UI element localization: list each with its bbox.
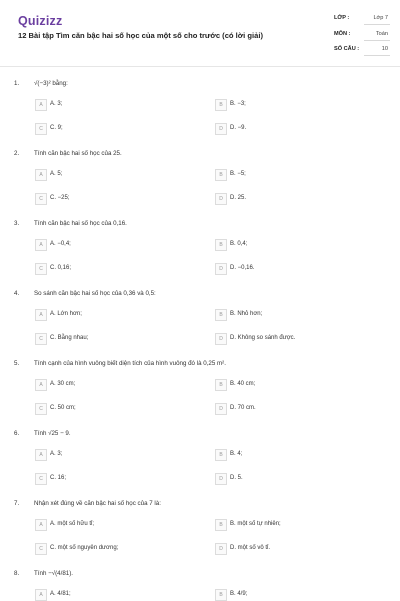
meta-value: Toán [375,31,388,37]
option-letter-box[interactable]: A [35,309,47,321]
option-letter-box[interactable]: B [215,379,227,391]
option-letter-box[interactable]: D [215,263,227,275]
meta-underline [364,24,390,25]
option-text: A. 4/81; [50,591,71,597]
option-text: B. −3; [230,101,246,107]
question-number: 6. [14,430,20,437]
option-letter-box[interactable]: B [215,239,227,251]
option-letter-box[interactable]: A [35,449,47,461]
option-text: B. một số tự nhiên; [230,521,281,527]
meta-underline [364,55,390,56]
option-text: C. một số nguyên dương; [50,545,119,551]
document-title: 12 Bài tập Tìm căn bậc hai số học của một số cho trước (có lời giải) [18,31,264,40]
question-number: 4. [14,290,20,297]
question-text: Tính căn bậc hai số học của 25. [34,150,122,157]
option-text: A. Lớn hơn; [50,311,82,317]
answer-option-b[interactable] [215,379,375,391]
option-text: C. Bằng nhau; [50,335,89,341]
option-text: C. 9; [50,125,63,131]
meta-key: LỚP : [334,15,350,21]
meta-count [334,46,390,60]
answer-option-a[interactable] [35,169,195,181]
option-letter-box[interactable]: A [35,99,47,111]
answer-option-d[interactable] [215,263,375,275]
question-text: So sánh căn bậc hai số học của 0,36 và 0,5: [34,290,156,297]
meta-underline [364,40,390,41]
option-letter-box[interactable]: A [35,379,47,391]
option-text: A. 3; [50,451,63,457]
option-letter-box[interactable]: D [215,473,227,485]
answer-option-a[interactable] [35,99,195,111]
answer-option-c[interactable] [35,193,195,205]
question-text: Tính căn bậc hai số học của 0,16. [34,220,127,227]
option-letter-box[interactable]: D [215,333,227,345]
answer-option-b[interactable] [215,99,375,111]
option-text: B. −5; [230,171,246,177]
option-text: C. 16; [50,475,67,481]
option-letter-box[interactable]: D [215,123,227,135]
answer-option-c[interactable] [35,263,195,275]
option-letter-box[interactable]: D [215,193,227,205]
option-letter-box[interactable]: A [35,589,47,601]
option-text: C. 0,16; [50,265,72,271]
answer-option-c[interactable] [35,333,195,345]
option-text: B. 40 cm; [230,381,256,387]
answer-option-d[interactable] [215,123,375,135]
meta-grade [334,15,390,29]
question-number: 1. [14,80,20,87]
question-text: √(−3)² bằng: [34,80,68,87]
quizizz-logo: Quizizz [18,14,63,28]
option-text: D. Không so sánh được. [230,335,296,341]
answer-option-b[interactable] [215,449,375,461]
answer-option-a[interactable] [35,379,195,391]
option-text: D. −0,16. [230,265,255,271]
option-text: A. 30 cm; [50,381,76,387]
option-text: B. 0,4; [230,241,248,247]
answer-option-c[interactable] [35,543,195,555]
option-text: A. 3; [50,101,63,107]
question-number: 8. [14,570,20,577]
answer-option-d[interactable] [215,403,375,415]
option-text: D. 25. [230,195,247,201]
answer-option-b[interactable] [215,589,375,601]
option-letter-box[interactable]: D [215,543,227,555]
option-letter-box[interactable]: C [35,543,47,555]
meta-key: SỐ CÂU : [334,46,360,52]
option-text: A. một số hữu tỉ; [50,521,95,527]
question-text: Tính √25 − 9. [34,430,71,437]
option-text: C. 50 cm; [50,405,76,411]
option-text: B. 4; [230,451,243,457]
option-letter-box[interactable]: B [215,99,227,111]
meta-key: MÔN : [334,31,351,37]
question-number: 5. [14,360,20,367]
option-text: D. 5. [230,475,243,481]
answer-option-b[interactable] [215,169,375,181]
answer-option-d[interactable] [215,473,375,485]
answer-option-d[interactable] [215,193,375,205]
answer-option-b[interactable] [215,309,375,321]
meta-subject [334,31,390,45]
answer-option-c[interactable] [35,123,195,135]
option-text: D. −9. [230,125,247,131]
answer-option-a[interactable] [35,519,195,531]
question-text: Nhận xét đúng về căn bậc hai số học của 7 là: [34,500,161,507]
option-letter-box[interactable]: B [215,519,227,531]
option-letter-box[interactable]: C [35,123,47,135]
option-letter-box[interactable]: C [35,333,47,345]
option-letter-box[interactable]: D [215,403,227,415]
option-letter-box[interactable]: C [35,473,47,485]
page-header [0,0,400,66]
option-text: B. Nhỏ hơn; [230,311,263,317]
option-letter-box[interactable]: B [215,309,227,321]
answer-option-c[interactable] [35,473,195,485]
option-letter-box[interactable]: A [35,169,47,181]
answer-option-d[interactable] [215,333,375,345]
answer-option-c[interactable] [35,403,195,415]
option-letter-box[interactable]: B [215,169,227,181]
answer-option-b[interactable] [215,519,375,531]
option-text: D. 70 cm. [230,405,256,411]
option-letter-box[interactable]: C [35,193,47,205]
meta-value: 10 [381,46,388,52]
option-text: D. một số vô tỉ. [230,545,271,551]
meta-value: Lớp 7 [373,15,388,21]
answer-option-a[interactable] [35,449,195,461]
option-text: A. −0,4; [50,241,71,247]
question-number: 2. [14,150,20,157]
option-letter-box[interactable]: C [35,403,47,415]
option-text: B. 4/9; [230,591,248,597]
answer-option-a[interactable] [35,589,195,601]
question-text: Tính cạnh của hình vuông biết diện tích của hình vuông đó là 0,25 m². [34,360,226,367]
answer-option-d[interactable] [215,543,375,555]
header-divider [0,66,400,67]
answer-option-b[interactable] [215,239,375,251]
option-letter-box[interactable]: C [35,263,47,275]
option-letter-box[interactable]: A [35,519,47,531]
question-text: Tính −√(4/81). [34,570,73,577]
answer-option-a[interactable] [35,309,195,321]
option-letter-box[interactable]: B [215,449,227,461]
option-text: C. −25; [50,195,70,201]
option-letter-box[interactable]: B [215,589,227,601]
question-number: 7. [14,500,20,507]
answer-option-a[interactable] [35,239,195,251]
question-number: 3. [14,220,20,227]
option-letter-box[interactable]: A [35,239,47,251]
option-text: A. 5; [50,171,63,177]
